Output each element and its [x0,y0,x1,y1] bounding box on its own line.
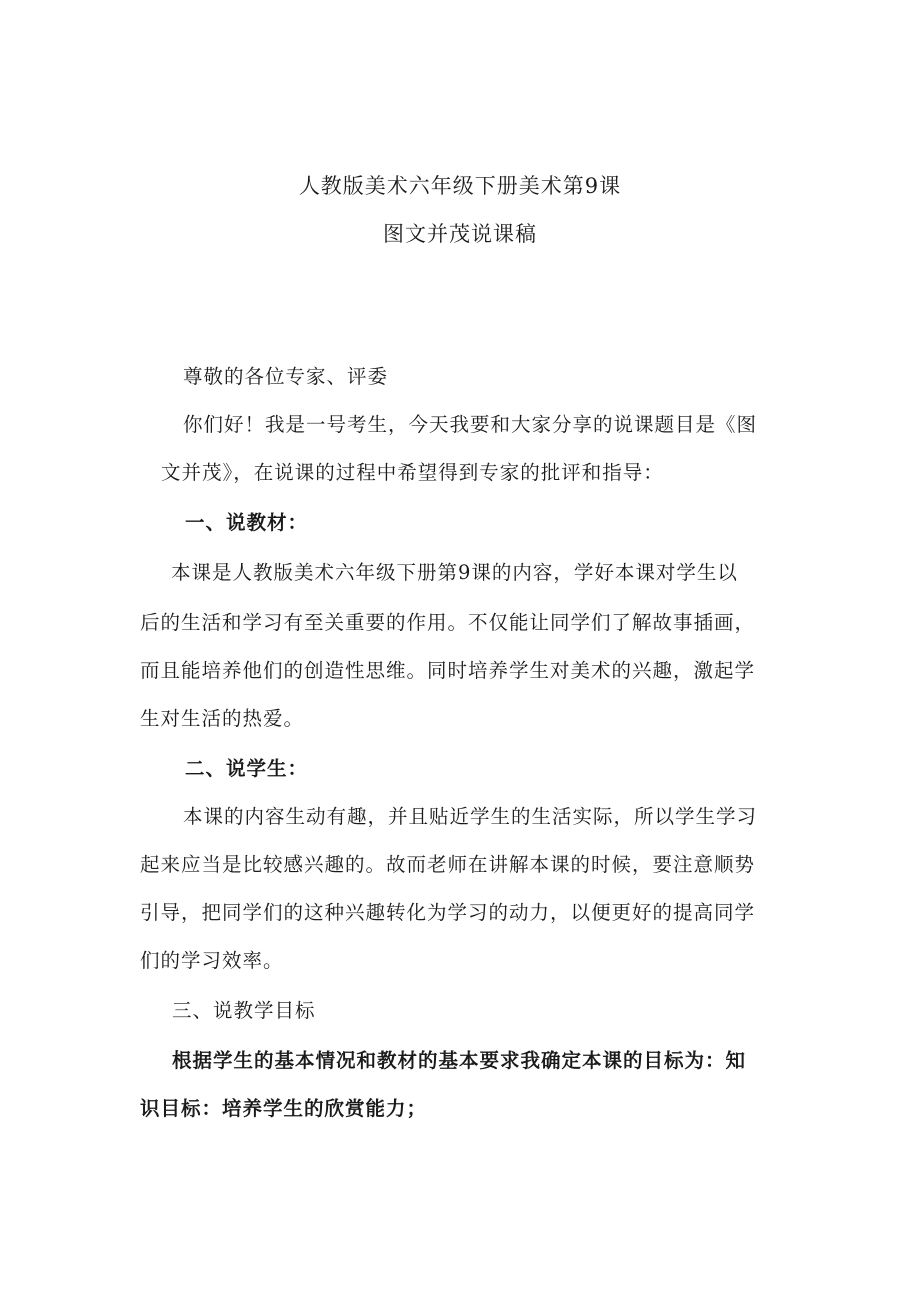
textbook-line-4: 生对生活的热爱。 [140,707,305,730]
section-heading-students: 二、说学生： [185,757,309,780]
objectives-line-1: 根据学生的基本情况和教材的基本要求我确定本课的目标为：知 [172,1049,747,1072]
section-heading-textbook: 一、说教材： [185,511,309,534]
document-title: 人教版美术六年级下册美术第9课 [298,174,622,198]
section-heading-objectives: 三、说教学目标 [172,999,316,1022]
textbook-line-2: 后的生活和学习有至关重要的作用。不仅能让同学们了解故事插画， [140,611,756,634]
textbook-line-1: 本课是人教版美术六年级下册第9课的内容，学好本课对学生以 [171,561,738,584]
intro-line-2: 文并茂》，在说课的过程中希望得到专家的批评和指导： [161,461,664,484]
students-line-3: 引导，把同学们的这种兴趣转化为学习的动力，以便更好的提高同学 [140,901,756,924]
students-line-4: 们的学习效率。 [140,949,284,972]
textbook-line-3: 而且能培养他们的创造性思维。同时培养学生对美术的兴趣，激起学 [140,659,756,682]
document-subtitle: 图文并茂说课稿 [383,222,537,246]
greeting-line: 尊敬的各位专家、评委 [183,365,389,388]
students-line-2: 起来应当是比较感兴趣的。故而老师在讲解本课的时候，要注意顺势 [140,853,756,876]
objectives-line-2: 识目标：培养学生的欣赏能力； [140,1097,428,1120]
students-line-1: 本课的内容生动有趣，并且贴近学生的生活实际，所以学生学习 [183,805,758,828]
intro-line-1: 你们好！我是一号考生，今天我要和大家分享的说课题目是《图 [183,413,758,436]
